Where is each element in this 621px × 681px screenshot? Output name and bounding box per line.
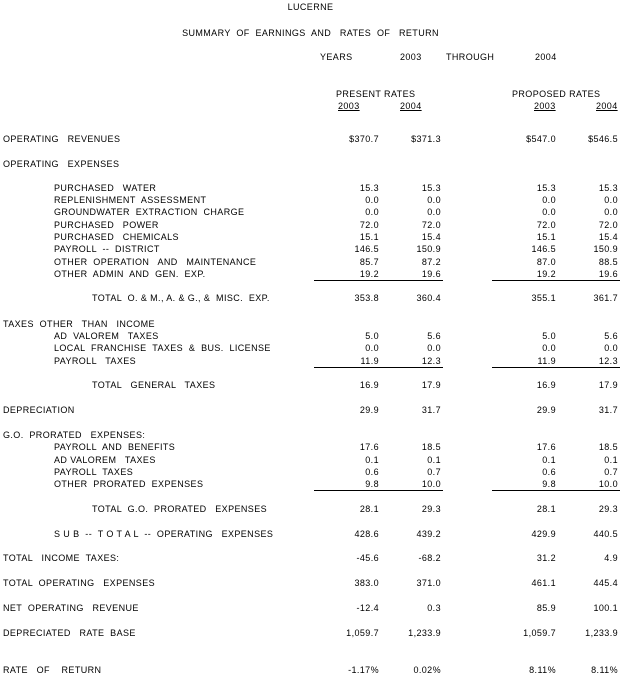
value-present-2003: 11.9 — [360, 356, 379, 366]
row-label: TOTAL INCOME TAXES: — [3, 553, 120, 563]
value-present-2004: 72.0 — [421, 220, 441, 230]
value-proposed-2004: 0.0 — [604, 343, 618, 353]
value-present-2004: 0.7 — [427, 467, 441, 477]
row-label: OPERATING REVENUES — [3, 134, 121, 144]
row-label: LOCAL FRANCHISE TAXES & BUS. LICENSE — [54, 343, 271, 353]
value-proposed-2003: 15.3 — [536, 183, 556, 193]
subtotal-rule — [555, 490, 620, 491]
value-proposed-2004: 72.0 — [598, 220, 618, 230]
row-label: DEPRECIATION — [3, 405, 75, 415]
value-proposed-2004: 15.4 — [598, 232, 618, 242]
present-year-2003-header: 2003 — [338, 101, 360, 111]
subtotal-rule — [492, 367, 558, 368]
row-label: NET OPERATING REVENUE — [3, 603, 139, 613]
row-label: TOTAL GENERAL TAXES — [92, 380, 216, 390]
row-label: TOTAL O. & M., A. & G., & MISC. EXP. — [92, 293, 270, 303]
value-present-2003: 428.6 — [354, 529, 379, 539]
value-present-2004: 5.6 — [427, 331, 441, 341]
value-present-2003: 1,059.7 — [346, 628, 379, 638]
value-proposed-2004: 100.1 — [593, 603, 618, 613]
value-proposed-2003: 28.1 — [536, 504, 556, 514]
year-to: 2004 — [535, 52, 557, 62]
value-present-2004: 19.6 — [421, 269, 441, 279]
row-label: OTHER PRORATED EXPENSES — [54, 479, 204, 489]
value-proposed-2004: 361.7 — [593, 293, 618, 303]
value-present-2004: 0.0 — [427, 343, 441, 353]
value-proposed-2003: 0.0 — [542, 343, 556, 353]
subtotal-rule — [555, 367, 620, 368]
present-year-2004-header: 2004 — [400, 101, 422, 111]
value-proposed-2003: 0.1 — [542, 455, 556, 465]
value-proposed-2004: 0.1 — [604, 455, 618, 465]
row-label: TOTAL OPERATING EXPENSES — [3, 578, 156, 588]
value-proposed-2004: 18.5 — [598, 442, 618, 452]
value-proposed-2003: 85.9 — [536, 603, 556, 613]
value-proposed-2004: 5.6 — [604, 331, 618, 341]
value-present-2004: 29.3 — [421, 504, 441, 514]
value-proposed-2004: 88.5 — [598, 257, 618, 267]
value-proposed-2004: 31.7 — [598, 405, 618, 415]
row-label: AD VALOREM TAXES — [54, 455, 156, 465]
value-proposed-2003: 146.5 — [531, 244, 556, 254]
value-proposed-2004: 4.9 — [604, 553, 618, 563]
value-proposed-2003: 1,059.7 — [523, 628, 556, 638]
subtotal-rule — [492, 280, 558, 281]
row-label: PAYROLL -- DISTRICT — [54, 244, 160, 254]
value-present-2003: 17.6 — [359, 442, 379, 452]
value-present-2004: 12.3 — [421, 356, 441, 366]
value-proposed-2003: 87.0 — [536, 257, 556, 267]
value-proposed-2004: 10.0 — [598, 479, 618, 489]
value-proposed-2004: 0.7 — [604, 467, 618, 477]
value-proposed-2004: $546.5 — [588, 134, 618, 144]
row-label: PAYROLL AND BENEFITS — [54, 442, 176, 452]
value-present-2004: 18.5 — [421, 442, 441, 452]
row-label: RATE OF RETURN — [3, 665, 102, 675]
value-proposed-2003: 429.9 — [531, 529, 556, 539]
value-proposed-2003: 17.6 — [536, 442, 556, 452]
value-proposed-2004: 8.11% — [591, 665, 618, 675]
row-label: OTHER OPERATION AND MAINTENANCE — [54, 257, 257, 267]
value-proposed-2004: 150.9 — [593, 244, 618, 254]
value-present-2003: 15.3 — [359, 183, 379, 193]
value-proposed-2003: 9.8 — [542, 479, 556, 489]
subtotal-rule — [555, 280, 620, 281]
value-proposed-2004: 440.5 — [593, 529, 618, 539]
report-subtitle: SUMMARY OF EARNINGS AND RATES OF RETURN — [182, 28, 439, 38]
years-label: YEARS — [320, 52, 353, 62]
value-proposed-2003: 0.0 — [542, 195, 556, 205]
value-present-2004: 0.3 — [427, 603, 441, 613]
value-proposed-2004: 1,233.9 — [585, 628, 618, 638]
value-proposed-2003: 0.0 — [542, 207, 556, 217]
row-label: OTHER ADMIN AND GEN. EXP. — [54, 269, 206, 279]
value-present-2003: 146.5 — [354, 244, 379, 254]
value-proposed-2004: 445.4 — [593, 578, 618, 588]
value-present-2003: 353.8 — [354, 293, 379, 303]
value-present-2004: 0.0 — [427, 195, 441, 205]
value-present-2004: 15.3 — [421, 183, 441, 193]
row-label: GROUNDWATER EXTRACTION CHARGE — [54, 207, 245, 217]
subtotal-rule — [377, 367, 443, 368]
value-proposed-2004: 12.3 — [598, 356, 618, 366]
value-present-2004: 87.2 — [421, 257, 441, 267]
value-present-2004: 15.4 — [421, 232, 441, 242]
row-label: S U B -- T O T A L -- OPERATING EXPENSES — [54, 529, 274, 539]
value-proposed-2003: 355.1 — [531, 293, 556, 303]
value-present-2003: 15.1 — [359, 232, 379, 242]
value-present-2003: 5.0 — [365, 331, 379, 341]
row-label: OPERATING EXPENSES — [3, 159, 120, 169]
value-proposed-2003: 72.0 — [536, 220, 556, 230]
proposed-rates-header: PROPOSED RATES — [512, 89, 601, 99]
subtotal-rule — [314, 280, 381, 281]
value-proposed-2004: 0.0 — [604, 207, 618, 217]
row-label: G.O. PRORATED EXPENSES: — [3, 430, 146, 440]
subtotal-rule — [377, 280, 443, 281]
value-present-2003: 19.2 — [359, 269, 379, 279]
row-label: PAYROLL TAXES — [54, 356, 137, 366]
value-present-2003: 0.0 — [365, 343, 379, 353]
value-present-2003: 28.1 — [359, 504, 379, 514]
value-present-2004: 1,233.9 — [408, 628, 441, 638]
row-label: AD VALOREM TAXES — [54, 331, 159, 341]
value-proposed-2004: 29.3 — [598, 504, 618, 514]
value-proposed-2003: 15.1 — [536, 232, 556, 242]
row-label: REPLENISHMENT ASSESSMENT — [54, 195, 207, 205]
through-label: THROUGH — [446, 52, 495, 62]
value-present-2004: 0.1 — [427, 455, 441, 465]
value-present-2003: -45.6 — [356, 553, 379, 563]
value-present-2004: 17.9 — [421, 380, 441, 390]
subtotal-rule — [492, 490, 558, 491]
value-present-2004: 150.9 — [416, 244, 441, 254]
subtotal-rule — [314, 490, 381, 491]
value-proposed-2003: 5.0 — [542, 331, 556, 341]
subtotal-rule — [314, 367, 381, 368]
value-present-2003: 16.9 — [359, 380, 379, 390]
value-present-2003: 0.6 — [365, 467, 379, 477]
value-present-2004: 439.2 — [416, 529, 441, 539]
value-proposed-2003: 16.9 — [536, 380, 556, 390]
value-present-2003: 383.0 — [354, 578, 379, 588]
value-present-2003: -1.17% — [348, 665, 379, 675]
value-present-2004: 0.0 — [427, 207, 441, 217]
proposed-year-2003-header: 2003 — [534, 101, 556, 111]
year-from: 2003 — [400, 52, 422, 62]
value-proposed-2003: 31.2 — [536, 553, 556, 563]
value-proposed-2003: 29.9 — [536, 405, 556, 415]
value-present-2003: 0.0 — [365, 207, 379, 217]
value-proposed-2003: 461.1 — [531, 578, 556, 588]
report-company-title: LUCERNE — [287, 2, 334, 12]
value-present-2003: 29.9 — [359, 405, 379, 415]
value-present-2003: 85.7 — [359, 257, 379, 267]
value-present-2004: 10.0 — [421, 479, 441, 489]
value-proposed-2003: 19.2 — [536, 269, 556, 279]
present-rates-header: PRESENT RATES — [336, 89, 416, 99]
value-present-2003: 0.1 — [365, 455, 379, 465]
value-proposed-2003: 11.9 — [537, 356, 556, 366]
value-present-2004: 371.0 — [416, 578, 441, 588]
value-present-2003: 0.0 — [365, 195, 379, 205]
value-proposed-2003: 8.11% — [529, 665, 556, 675]
value-proposed-2003: 0.6 — [542, 467, 556, 477]
row-label: TOTAL G.O. PRORATED EXPENSES — [92, 504, 268, 514]
row-label: PAYROLL TAXES — [54, 467, 134, 477]
value-present-2003: $370.7 — [349, 134, 379, 144]
value-present-2003: 72.0 — [359, 220, 379, 230]
value-present-2004: 31.7 — [421, 405, 441, 415]
value-proposed-2004: 19.6 — [598, 269, 618, 279]
row-label: PURCHASED CHEMICALS — [54, 232, 179, 242]
value-present-2004: $371.3 — [411, 134, 441, 144]
row-label: DEPRECIATED RATE BASE — [3, 628, 136, 638]
row-label: TAXES OTHER THAN INCOME — [3, 319, 155, 329]
value-proposed-2004: 17.9 — [598, 380, 618, 390]
subtotal-rule — [377, 490, 443, 491]
value-present-2004: -68.2 — [418, 553, 441, 563]
row-label: PURCHASED POWER — [54, 220, 159, 230]
value-present-2004: 360.4 — [416, 293, 441, 303]
row-label: PURCHASED WATER — [54, 183, 157, 193]
value-proposed-2004: 15.3 — [598, 183, 618, 193]
proposed-year-2004-header: 2004 — [596, 101, 618, 111]
value-present-2004: 0.02% — [413, 665, 441, 675]
value-proposed-2004: 0.0 — [604, 195, 618, 205]
value-proposed-2003: $547.0 — [526, 134, 556, 144]
value-present-2003: -12.4 — [356, 603, 379, 613]
value-present-2003: 9.8 — [365, 479, 379, 489]
